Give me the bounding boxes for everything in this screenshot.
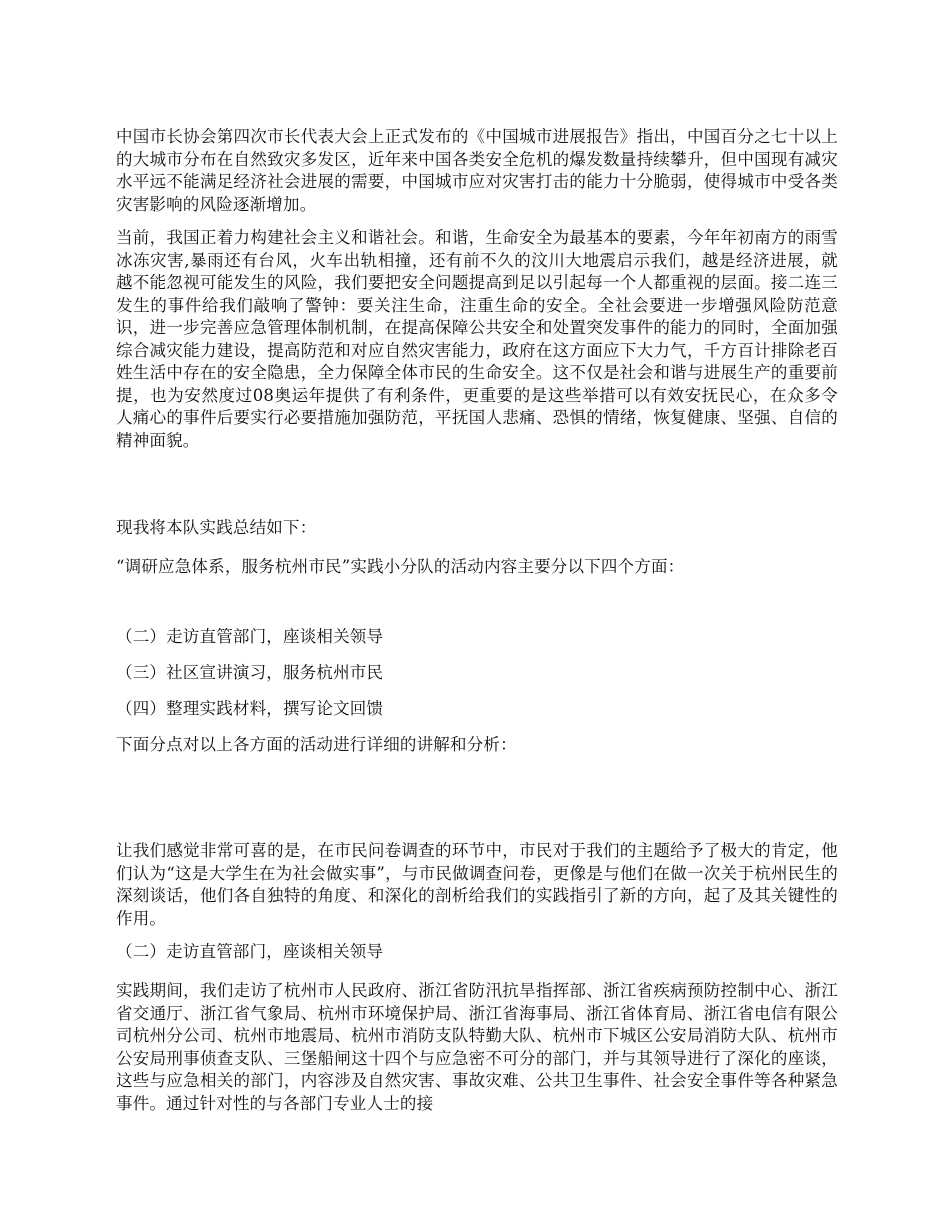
list-item-organize-materials: （四）整理实践材料，撰写论文回馈 (116, 699, 384, 718)
section-heading-visit-departments: （二）走访直管部门，座谈相关领导 (116, 942, 384, 961)
paragraph-summary-intro: 现我将本队实践总结如下： (116, 518, 317, 537)
paragraph-questionnaire: 让我们感觉非常可喜的是，在市民问卷调查的环节中，市民对于我们的主题给予了极大的肯定，他们认为“这是大学生在为社会做实事”，与市民做调查问卷，更像是与他们在做一次关于杭州民生的深刻谈话，他们各自独特的角度、和深化的剖析给我们的实践指引了新的方向，起了及其关键性的作用。 (116, 841, 838, 928)
paragraph-analysis-intro: 下面分点对以上各方面的活动进行详细的讲解和分析： (116, 735, 517, 754)
paragraph-intro-report: 中国市长协会第四次市长代表大会上正式发布的《中国城市进展报告》指出，中国百分之七十以上的大城市分布在自然致灾多发区，近年来中国各类安全危机的爆发数量持续攀升，但中国现有减灾水平远不能满足经济社会进展的需要，中国城市应对灾害打击的能力十分脆弱，使得城市中受各类灾害影响的风险逐渐增加。 (116, 127, 838, 214)
list-item-visit-departments: （二）走访直管部门，座谈相关领导 (116, 627, 384, 646)
paragraph-harmonious-society: 当前，我国正着力构建社会主义和谐社会。和谐，生命安全为最基本的要素，今年年初南方的雨雪冰冻灾害,暴雨还有台风，火车出轨相撞，还有前不久的汶川大地震启示我们，越是经济进展，就越不能忽视可能发生的风险，我们要把安全问题提高到足以引起每一个人都重视的层面。接二连三发生的事件给我们敲响了警钟：要关注生命，注重生命的安全。全社会要进一步增强风险防范意识，进一步完善应急管理体制机制，在提高保障公共安全和处置突发事件的能力的同时，全面加强综合减灾能力建设，提高防范和对应自然灾害能力，政府在这方面应下大力气，千方百计排除老百姓生活中存在的安全隐患，全力保障全体市民的生命安全。这不仅是社会和谐与进展生产的重要前提，也为安然度过08奥运年提供了有利条件，更重要的是这些举措可以有效安抚民心，在众多令人痛心的事件后要实行必要措施加强防范，平抚国人悲痛、恐惧的情绪，恢复健康、坚强、自信的精神面貌。 (116, 228, 838, 450)
paragraph-department-visits: 实践期间，我们走访了杭州市人民政府、浙江省防汛抗旱指挥部、浙江省疾病预防控制中心、浙江省交通厅、浙江省气象局、杭州市环境保护局、浙江省海事局、浙江省体育局、浙江省电信有限公司杭州分公司、杭州市地震局、杭州市消防支队特勤大队、杭州市下城区公安局消防大队、杭州市公安局刑事侦查支队、三堡船闸这十四个与应急密不可分的部门，并与其领导进行了深化的座谈，这些与应急相关的部门，内容涉及自然灾害、事故灾难、公共卫生事件、社会安全事件等各种紧急事件。通过针对性的与各部门专业人士的接 (116, 981, 838, 1113)
paragraph-activity-overview: “调研应急体系，服务杭州市民”实践小分队的活动内容主要分以下四个方面： (116, 557, 685, 576)
list-item-community-drill: （三）社区宣讲演习，服务杭州市民 (116, 663, 384, 682)
